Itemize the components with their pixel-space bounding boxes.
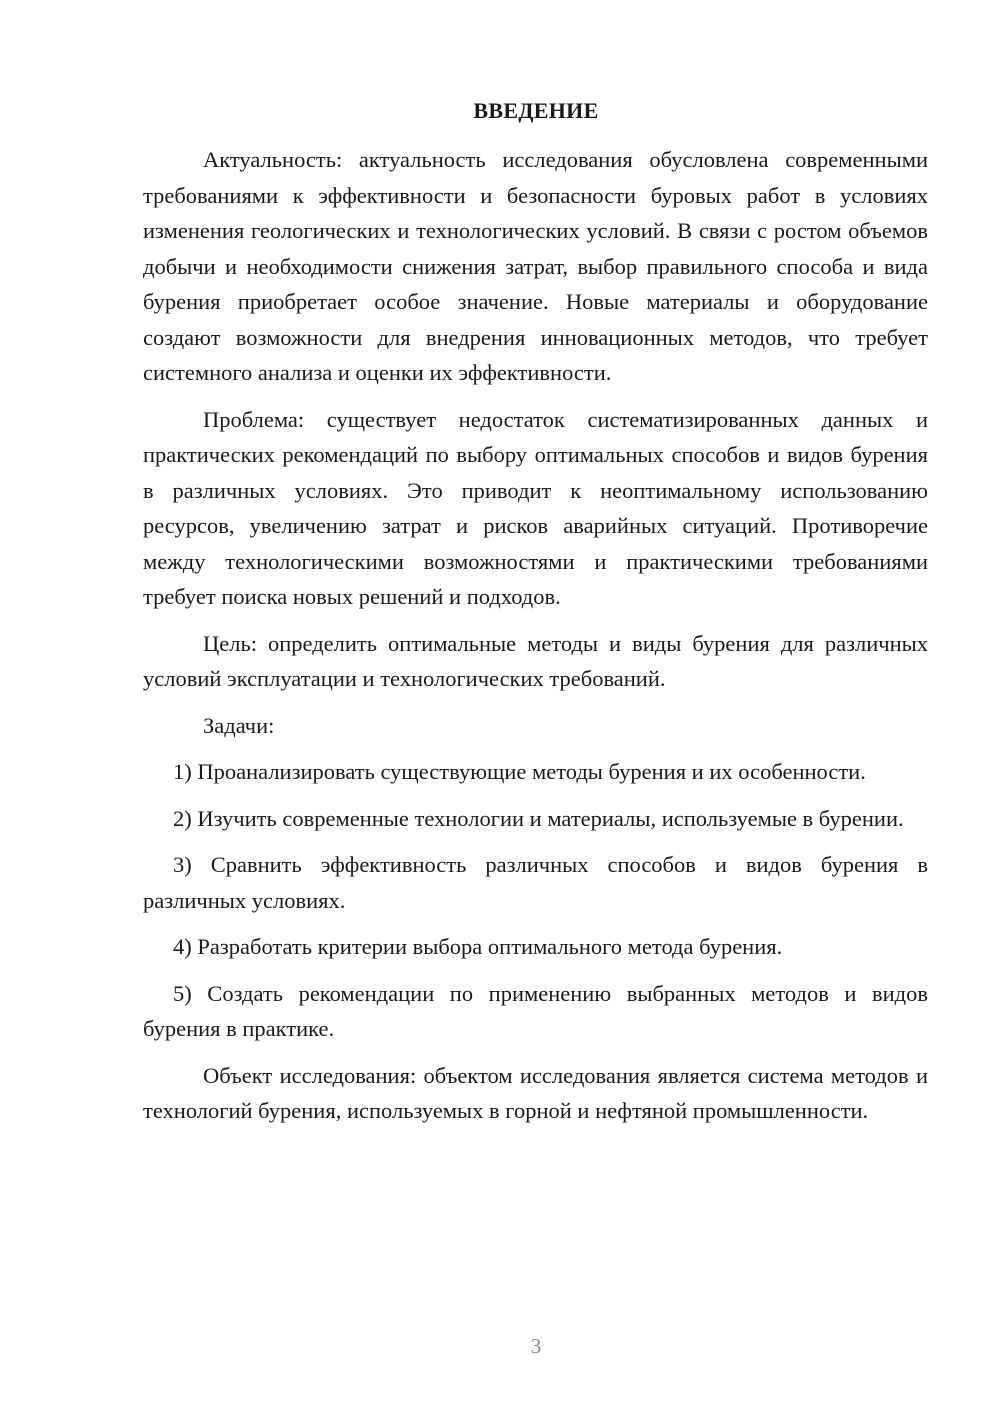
- paragraph-problem: Проблема: существует недостаток систематизированных данных и практических рекомендаций по выбору оптимальных способов и видов бурения в различных условиях. Это приводит к неоптимальному использованию ресурсов, увеличению затрат и рисков аварийных ситуаций. Противоречие между технологическими возможностями и практическими требованиями требует поиска новых решений и подходов.: [143, 406, 928, 609]
- page-number: 3: [530, 1334, 542, 1358]
- task-item: 3) Сравнить эффективность различных способов и видов бурения в различных условиях.: [143, 852, 928, 913]
- task-item: 5) Создать рекомендации по применению выбранных методов и видов бурения в практике.: [143, 980, 928, 1041]
- task-item: 4) Разработать критерии выбора оптимального метода бурения.: [173, 934, 783, 959]
- paragraph-object: Объект исследования: объектом исследования является система методов и технологий бурения, используемых в горной и нефтяной промышленности.: [143, 1062, 928, 1123]
- document-body: [143, 142, 928, 1140]
- page-title: ВВЕДЕНИЕ: [473, 98, 599, 123]
- task-item: 2) Изучить современные технологии и материалы, используемые в бурении.: [173, 805, 904, 831]
- task-item: 1) Проанализировать существующие методы бурения и их особенности.: [173, 759, 866, 784]
- paragraph-goal: Цель: определить оптимальные методы и виды бурения для различных условий эксплуатации и технологических требований.: [143, 630, 928, 691]
- paragraph-relevance: Актуальность: актуальность исследования обусловлена современными требованиями к эффективности и безопасности буровых работ в условиях изменения геологических и технологических условий. В связи с ростом объемов добычи и необходимости снижения затрат, выбор правильного способа и вида бурения приобретает особое значение. Новые материалы и оборудование создают возможности для внедрения инновационных методов, что требует системного анализа и оценки их эффективности.: [143, 147, 928, 385]
- tasks-heading: Задачи:: [203, 712, 275, 738]
